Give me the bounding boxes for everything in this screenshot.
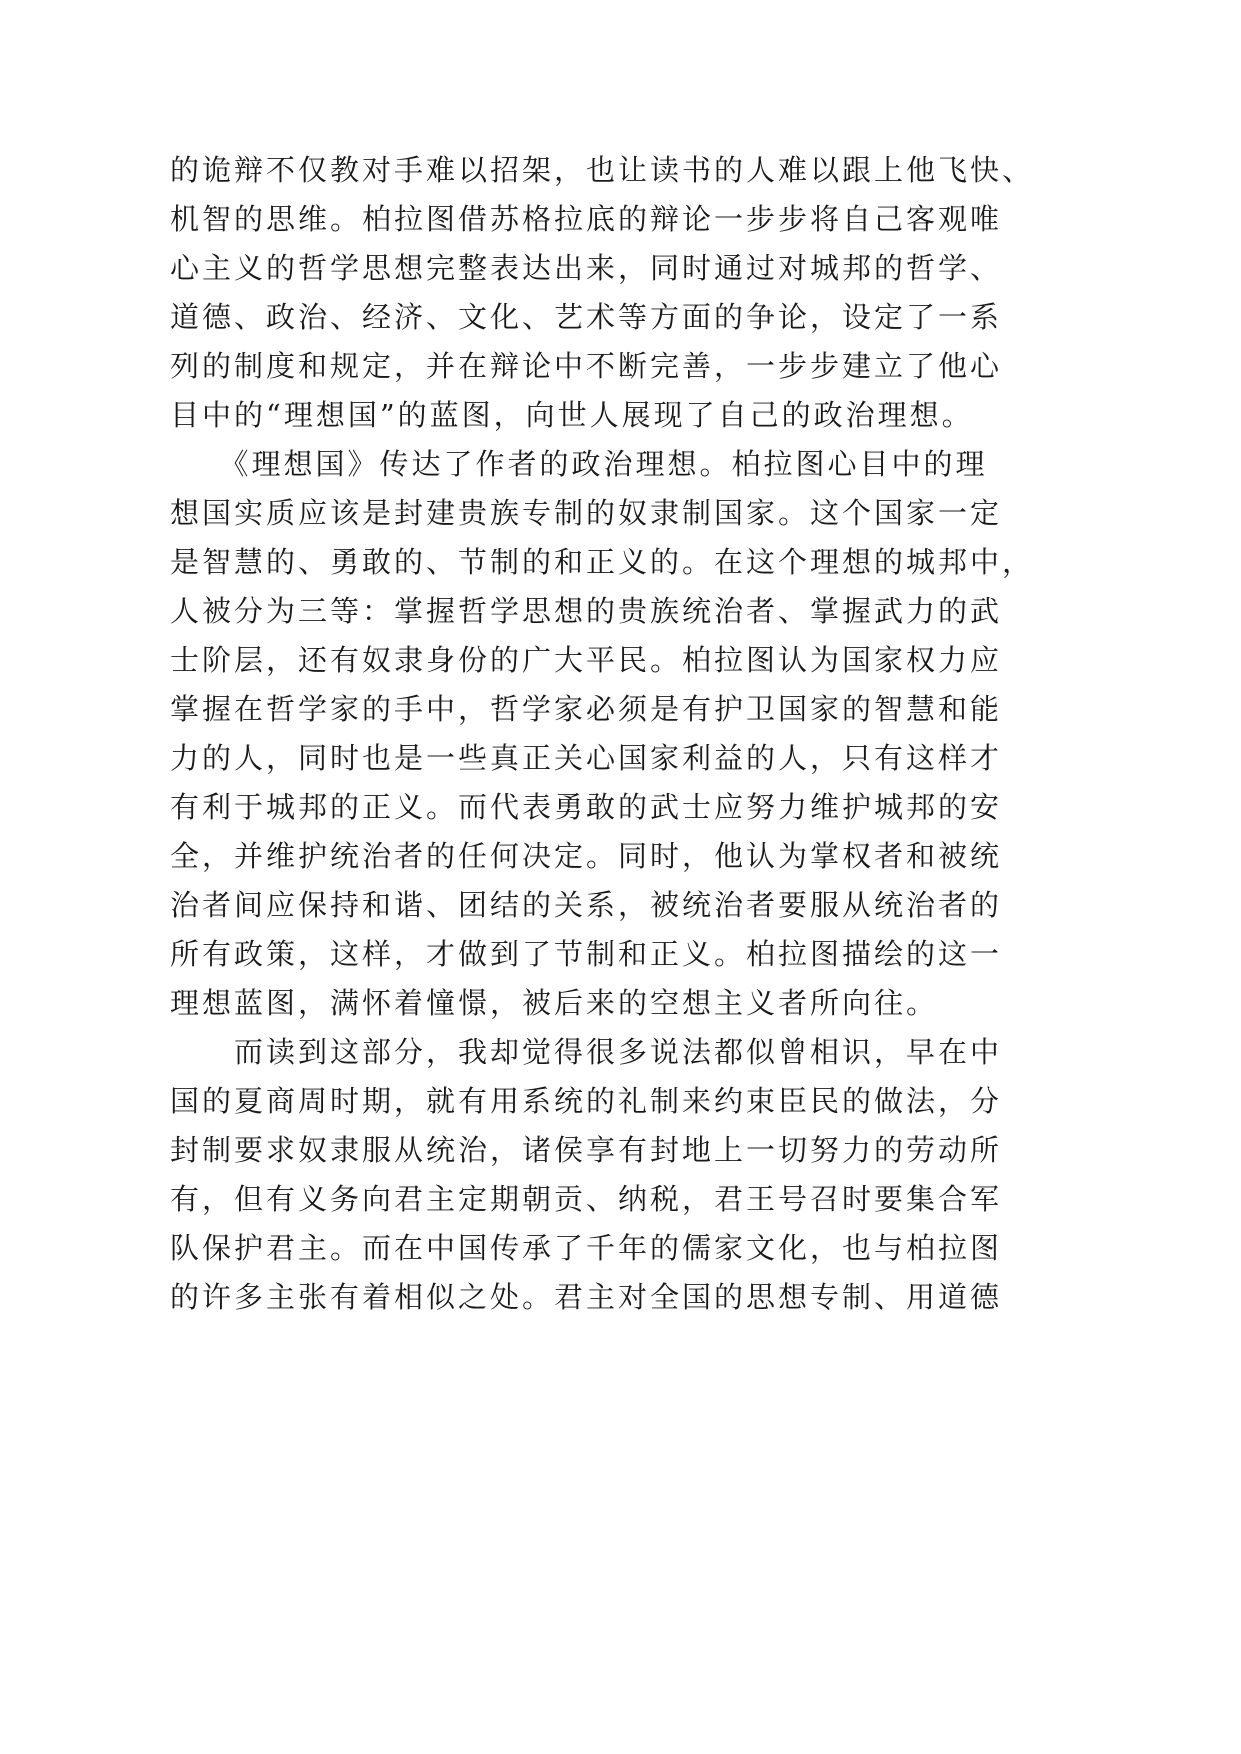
text-line: 列的制度和规定，并在辩论中不断完善，一步步建立了他心 (170, 349, 1003, 383)
text-line: 道德、政治、经济、文化、艺术等方面的争论，设定了一系 (170, 300, 1003, 334)
text-line: 封制要求奴隶服从统治，诸侯享有封地上一切努力的劳动所 (170, 1133, 1003, 1167)
text-line: 有，但有义务向君主定期朝贡、纳税，君王号召时要集合军 (170, 1182, 1003, 1216)
text-line: 想国实质应该是封建贵族专制的奴隶制国家。这个国家一定 (170, 496, 1003, 530)
text-line: 而读到这部分，我却觉得很多说法都似曾相识，早在中 (170, 1035, 1003, 1069)
text-line: 的诡辩不仅教对手难以招架，也让读书的人难以跟上他飞快、 (170, 153, 1035, 187)
text-line: 理想蓝图，满怀着憧憬，被后来的空想主义者所向往。 (170, 986, 939, 1020)
body-text (170, 146, 1035, 1322)
text-line: 的许多主张有着相似之处。君主对全国的思想专制、用道德 (170, 1280, 1003, 1314)
text-line: 士阶层，还有奴隶身份的广大平民。柏拉图认为国家权力应 (170, 643, 1003, 677)
text-line: 队保护君主。而在中国传承了千年的儒家文化，也与柏拉图 (170, 1231, 1003, 1265)
text-line: 目中的“理想国”的蓝图，向世人展现了自己的政治理想。 (170, 398, 974, 432)
text-line: 《理想国》传达了作者的政治理想。柏拉图心目中的理 (170, 447, 988, 481)
text-line: 心主义的哲学思想完整表达出来，同时通过对城邦的哲学、 (170, 251, 1003, 285)
text-line: 治者间应保持和谐、团结的关系，被统治者要服从统治者的 (170, 888, 1003, 922)
text-line: 机智的思维。柏拉图借苏格拉底的辩论一步步将自己客观唯 (170, 202, 1003, 236)
text-line: 有利于城邦的正义。而代表勇敢的武士应努力维护城邦的安 (170, 790, 1003, 824)
text-line: 是智慧的、勇敢的、节制的和正义的。在这个理想的城邦中， (170, 545, 1035, 579)
text-line: 人被分为三等：掌握哲学思想的贵族统治者、掌握武力的武 (170, 594, 1003, 628)
text-line: 力的人，同时也是一些真正关心国家利益的人，只有这样才 (170, 741, 1003, 775)
text-line: 掌握在哲学家的手中，哲学家必须是有护卫国家的智慧和能 (170, 692, 1003, 726)
text-line: 国的夏商周时期，就有用系统的礼制来约束臣民的做法，分 (170, 1084, 1003, 1118)
text-line: 所有政策，这样，才做到了节制和正义。柏拉图描绘的这一 (170, 937, 1003, 971)
text-line: 全，并维护统治者的任何决定。同时，他认为掌权者和被统 (170, 839, 1003, 873)
